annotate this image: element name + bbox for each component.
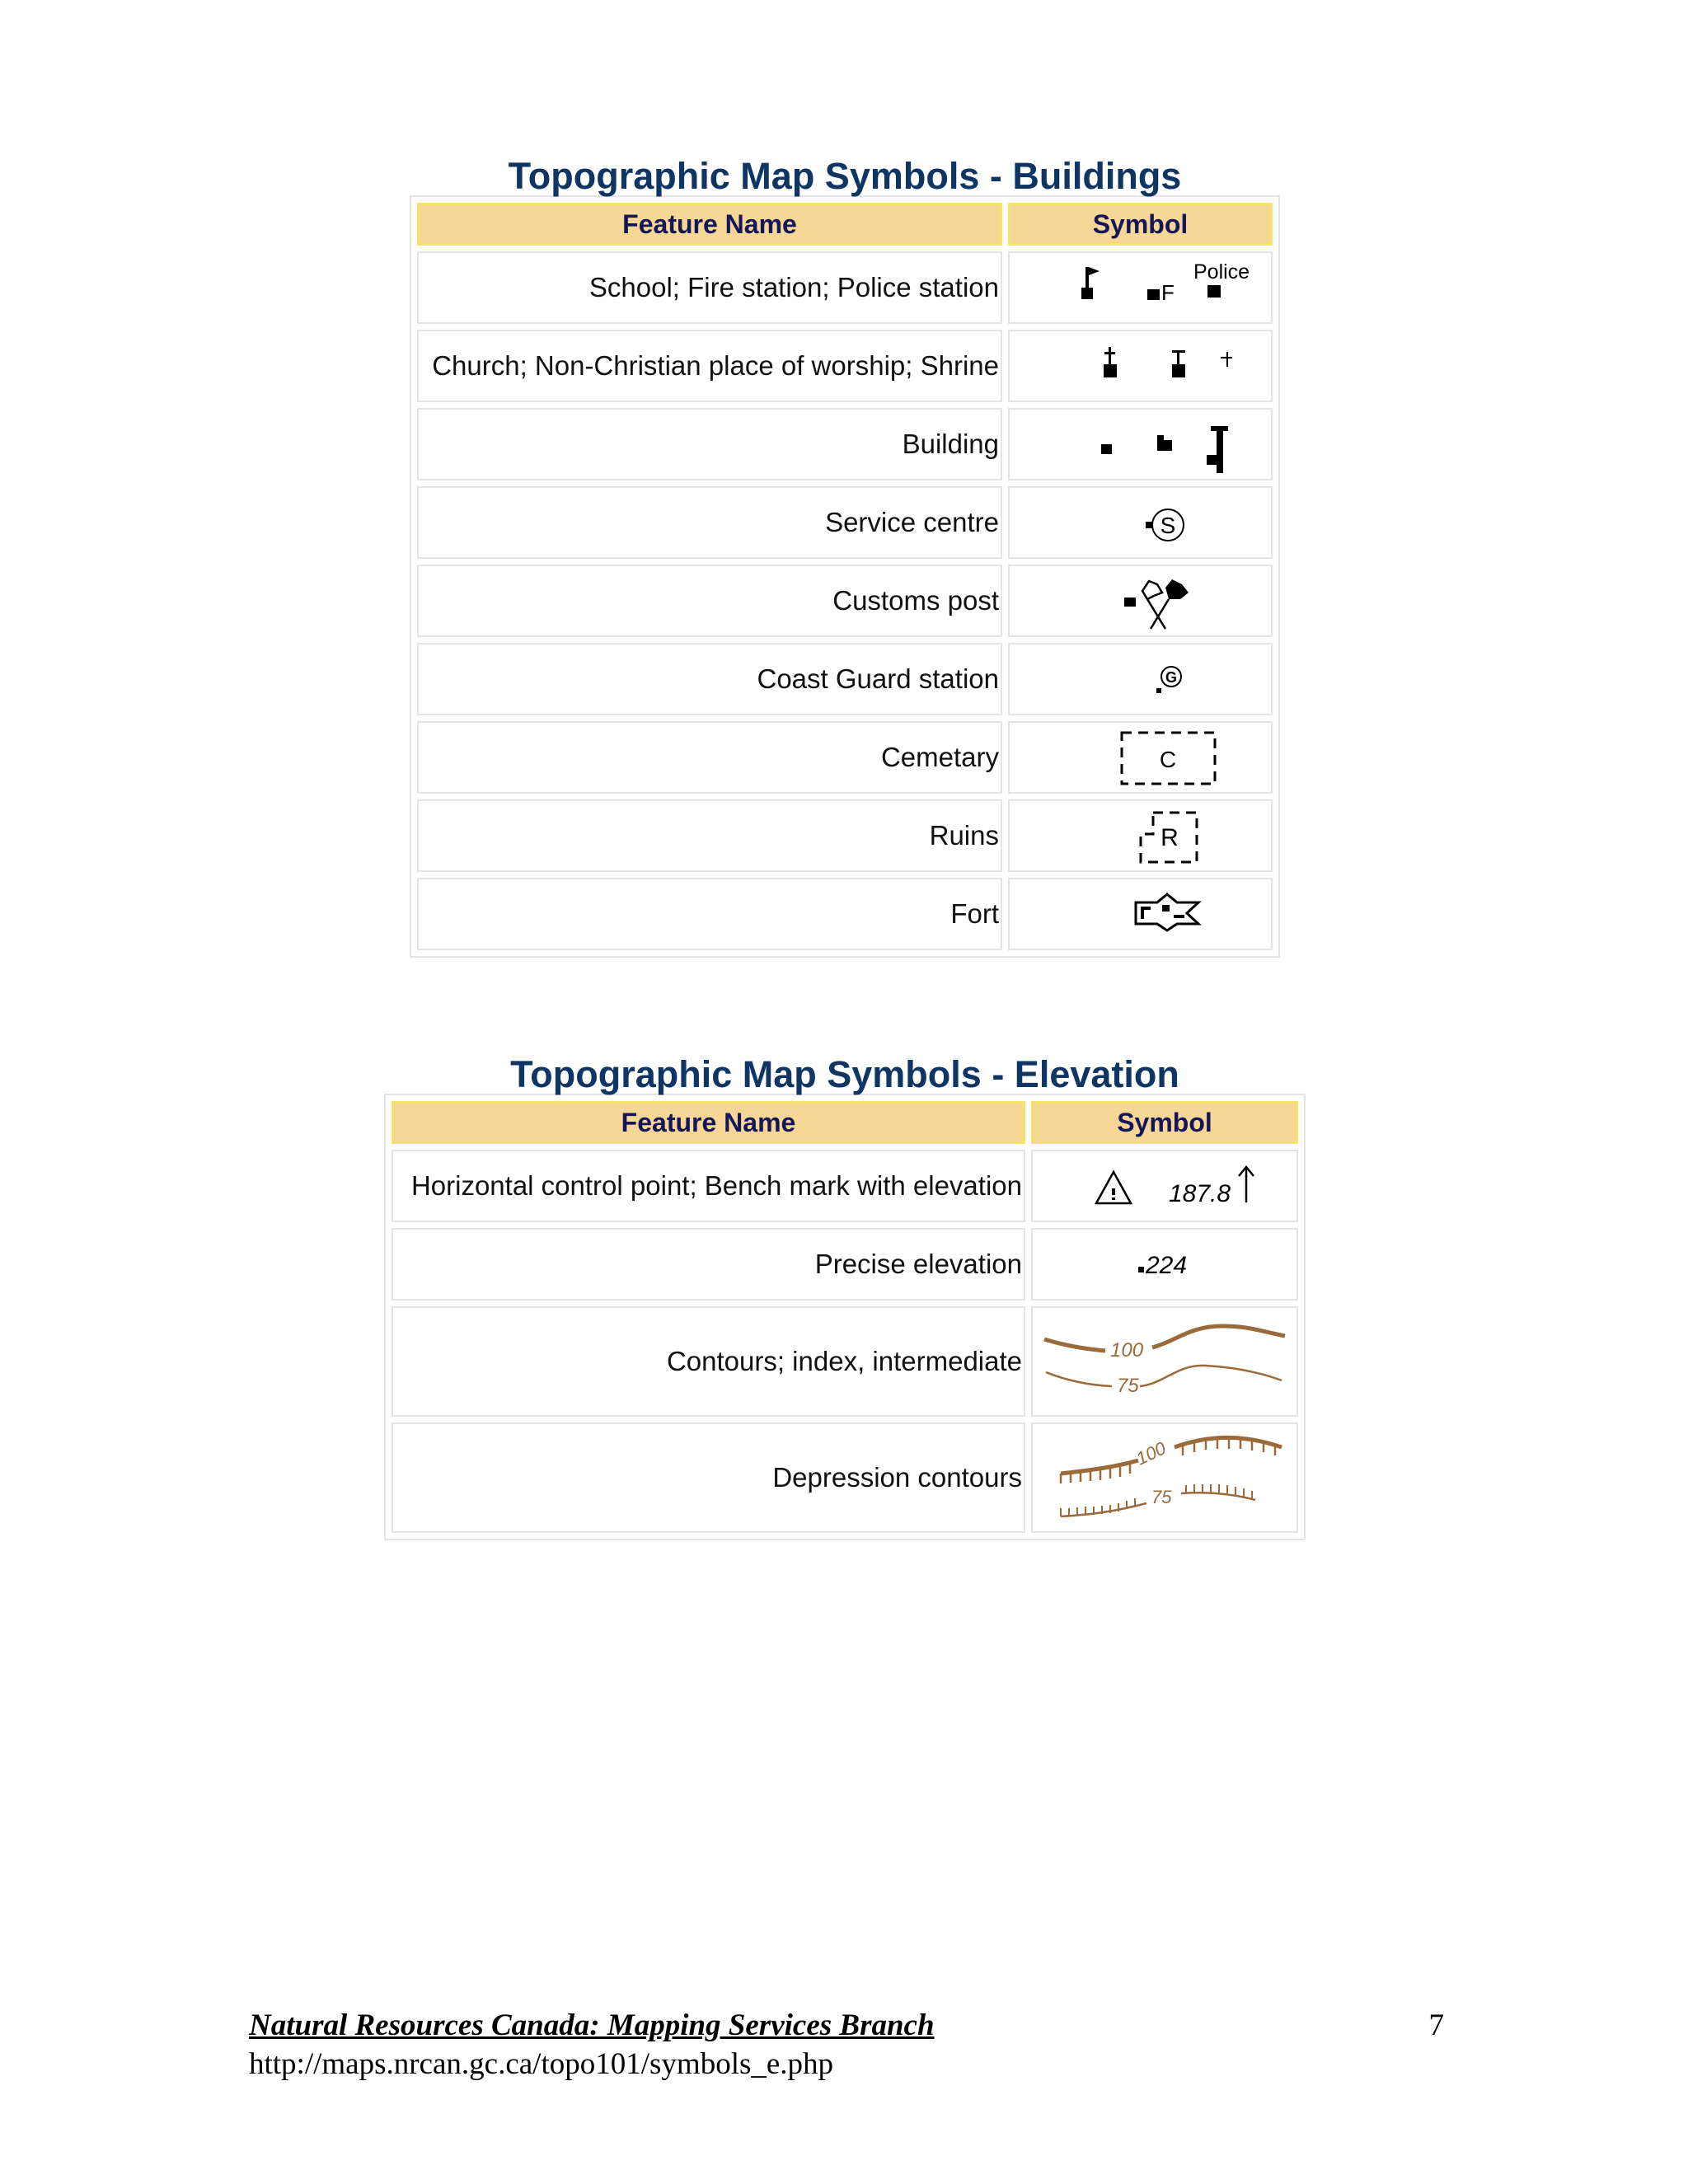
ruins-letter: R xyxy=(1160,824,1179,851)
feature-name: Coast Guard station xyxy=(417,643,1002,715)
feature-name-header: Feature Name xyxy=(417,203,1002,246)
table-row xyxy=(417,486,1273,559)
precise-elevation-symbol-icon xyxy=(1033,1235,1296,1293)
feature-name: Fort xyxy=(417,878,1002,950)
feature-name: Ruins xyxy=(417,799,1002,872)
feature-name: Horizontal control point; Bench mark with elevation xyxy=(392,1150,1025,1222)
building-symbol-icon xyxy=(1042,413,1240,476)
feature-name: Customs post xyxy=(417,565,1002,637)
cemetery-symbol-icon xyxy=(1042,726,1240,789)
buildings-table xyxy=(410,195,1280,958)
table-header-row xyxy=(417,203,1273,246)
feature-name: Contours; index, intermediate xyxy=(392,1306,1025,1417)
symbol-cell xyxy=(1008,565,1273,637)
symbol-cell xyxy=(1008,721,1273,794)
table-row xyxy=(417,721,1273,794)
feature-name: Service centre xyxy=(417,486,1002,559)
symbol-cell xyxy=(1031,1422,1298,1533)
symbol-cell xyxy=(1031,1228,1298,1301)
fire-letter: F xyxy=(1160,280,1175,305)
table-row xyxy=(417,799,1273,872)
table-row xyxy=(417,330,1273,402)
coast-guard-letter: G xyxy=(1165,669,1177,686)
elevation-section xyxy=(384,1053,1306,1540)
feature-name: Building xyxy=(417,408,1002,480)
feature-name: Cemetary xyxy=(417,721,1002,794)
depression-intermediate-label: 75 xyxy=(1151,1487,1172,1507)
precise-elevation-value: 224 xyxy=(1146,1252,1188,1279)
page-number: 7 xyxy=(1428,2008,1444,2042)
benchmark-elevation: 187.8 xyxy=(1169,1180,1231,1207)
table-row xyxy=(392,1228,1298,1301)
table-row xyxy=(392,1306,1298,1417)
symbol-cell xyxy=(1008,330,1273,402)
symbol-cell xyxy=(1008,486,1273,559)
feature-name: Precise elevation xyxy=(392,1228,1025,1301)
ruins-symbol-icon xyxy=(1042,804,1240,867)
feature-name: School; Fire station; Police station xyxy=(417,251,1002,324)
fort-symbol-icon xyxy=(1042,883,1240,945)
service-letter: S xyxy=(1160,513,1175,538)
customs-post-symbol-icon xyxy=(1042,569,1240,632)
cemetery-letter: C xyxy=(1159,747,1176,772)
table-row xyxy=(392,1422,1298,1533)
symbol-cell xyxy=(1008,643,1273,715)
depression-contours-symbol-icon xyxy=(1033,1424,1296,1531)
feature-name: Depression contours xyxy=(392,1422,1025,1533)
symbol-cell xyxy=(1008,878,1273,950)
table-row xyxy=(417,643,1273,715)
school-fire-police-symbol-icon xyxy=(1042,259,1250,316)
church-worship-shrine-symbol-icon xyxy=(1042,337,1240,395)
elevation-table xyxy=(384,1094,1306,1540)
table-row xyxy=(417,408,1273,480)
table-row xyxy=(392,1150,1298,1222)
page-footer xyxy=(249,2008,1444,2082)
symbol-cell xyxy=(1031,1306,1298,1417)
table-row xyxy=(417,878,1273,950)
control-point-benchmark-symbol-icon xyxy=(1033,1157,1296,1215)
feature-name-header: Feature Name xyxy=(392,1101,1025,1144)
symbol-cell xyxy=(1008,408,1273,480)
footer-url: http://maps.nrcan.gc.ca/topo101/symbols_e.php xyxy=(249,2047,834,2081)
table-row xyxy=(417,565,1273,637)
symbol-cell xyxy=(1008,799,1273,872)
buildings-title: Topographic Map Symbols - Buildings xyxy=(508,155,1182,197)
index-contour-label: 100 xyxy=(1110,1339,1144,1361)
elevation-title: Topographic Map Symbols - Elevation xyxy=(510,1053,1179,1095)
buildings-section xyxy=(410,155,1280,958)
table-header-row xyxy=(392,1101,1298,1144)
symbol-header: Symbol xyxy=(1008,203,1273,246)
footer-organization: Natural Resources Canada: Mapping Services Branch xyxy=(249,2008,935,2042)
symbol-cell xyxy=(1008,251,1273,324)
service-centre-symbol-icon xyxy=(1042,494,1240,551)
coast-guard-symbol-icon xyxy=(1042,650,1240,708)
symbol-header: Symbol xyxy=(1031,1101,1298,1144)
feature-name: Church; Non-Christian place of worship; Shrine xyxy=(417,330,1002,402)
depression-index-label: 100 xyxy=(1132,1437,1170,1469)
symbol-cell xyxy=(1031,1150,1298,1222)
table-row xyxy=(417,251,1273,324)
police-label: Police xyxy=(1193,260,1250,284)
intermediate-contour-label: 75 xyxy=(1117,1375,1139,1397)
contours-symbol-icon xyxy=(1033,1308,1296,1415)
